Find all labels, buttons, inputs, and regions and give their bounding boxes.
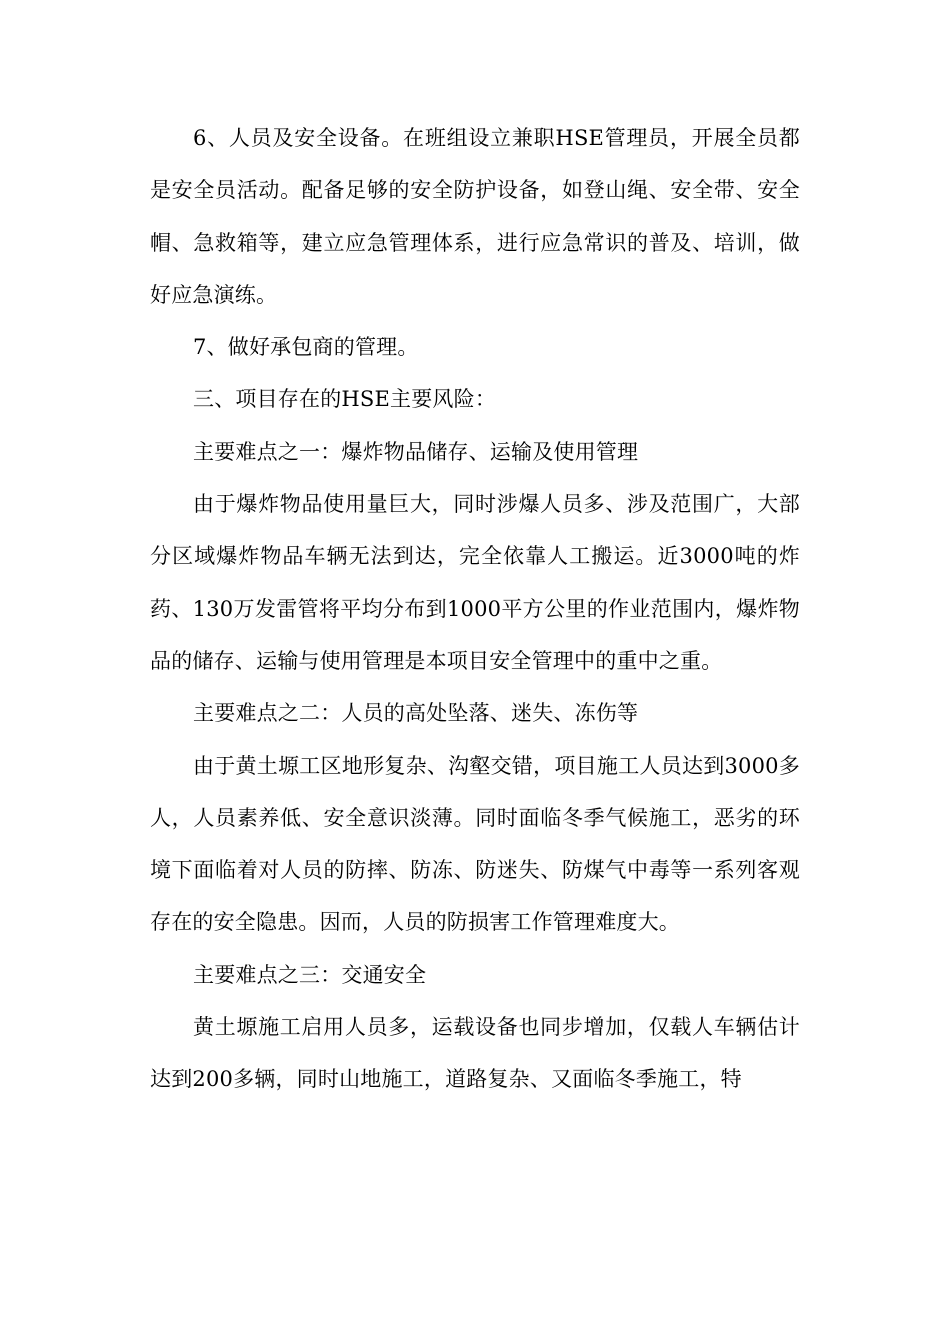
document-body [150, 112, 800, 1106]
difficulty-heading-2: 主要难点之二：人员的高处坠落、迷失、冻伤等 [193, 701, 639, 726]
paragraph-contractor-management: 7、做好承包商的管理。 [193, 335, 419, 360]
paragraph-personnel-hazards: 由于黄土塬工区地形复杂、沟壑交错，项目施工人员达到3000多人，人员素养低、安全意识淡薄。同时面临冬季气候施工，恶劣的环境下面临着对人员的防摔、防冻、防迷失、防煤气中毒等一系列客观存在的安全隐患。因而，人员的防损害工作管理难度大。 [150, 753, 800, 935]
section-heading-hse-risks: 三、项目存在的HSE主要风险： [193, 387, 497, 412]
paragraph-explosives: 由于爆炸物品使用量巨大，同时涉爆人员多、涉及范围广，大部分区域爆炸物品车辆无法到达，完全依靠人工搬运。近3000吨的炸药、130万发雷管将平均分布到1000平方公里的作业范围内，爆炸物品的储存、运输与使用管理是本项目安全管理中的重中之重。 [150, 492, 800, 673]
difficulty-heading-1: 主要难点之一：爆炸物品储存、运输及使用管理 [193, 439, 639, 464]
paragraph-personnel-safety-equipment: 6、人员及安全设备。在班组设立兼职HSE管理员，开展全员都是安全员活动。配备足够的安全防护设备，如登山绳、安全带、安全帽、急救箱等，建立应急管理体系，进行应急常识的普及、培训，做好应急演练。 [150, 126, 800, 307]
difficulty-heading-3: 主要难点之三：交通安全 [193, 962, 427, 987]
paragraph-traffic-safety: 黄土塬施工启用人员多，运载设备也同步增加，仅载人车辆估计达到200多辆，同时山地施工，道路复杂、又面临冬季施工，特 [150, 1015, 800, 1092]
